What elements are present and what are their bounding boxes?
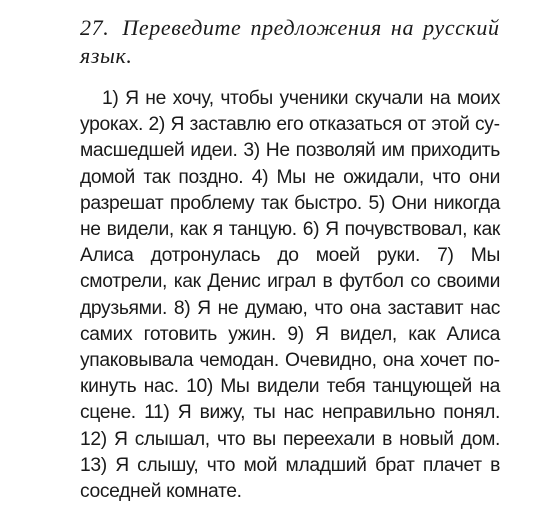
sentence-10: 10) Мы видели тебя танцующей на сцене. — [80, 376, 501, 424]
sentence-2: 2) Я заставлю его отказаться от этой сумасшедшей идеи. — [80, 114, 500, 162]
exercise-title-line-1: Переведите предложения на русский — [122, 15, 500, 40]
sentence-11: 11) Я вижу, ты нас неправильно понял. — [144, 402, 500, 424]
exercise-heading — [80, 14, 500, 70]
sentence-5: 5) Они никогда не видели, как я танцую. — [80, 192, 501, 241]
sentence-4: 4) Мы не ожидали, что они разрешат проблему так быстро. — [80, 166, 501, 214]
sentence-13: 13) Я слышу, что мой младший брат плачет в соседней комнате. — [80, 454, 500, 503]
exercise-title-line-2: язык. — [80, 43, 133, 68]
sentence-8: 8) Я не думаю, что она заставит нас самих готовить ужин. — [80, 297, 500, 345]
sentence-3: 3) Не позволяй им приходить домой так поздно. — [80, 140, 500, 188]
exercise-sentences — [80, 86, 500, 505]
sentence-1: 1) Я не хочу, чтобы ученики скучали на моих уроках. — [80, 88, 500, 136]
sentence-12: 12) Я слышал, что вы переехали в новый дом. — [80, 428, 500, 450]
exercise-number: 27. — [80, 15, 110, 40]
sentence-6: 6) Я почувствовал, как Алиса дотронулась до моей руки. — [80, 219, 500, 267]
sentence-9: 9) Я видел, как Алиса упаковывала чемодан. Очевидно, она хочет покинуть нас. — [80, 323, 500, 398]
sentence-7: 7) Мы смотрели, как Денис играл в футбол со своими друзьями. — [80, 245, 500, 319]
